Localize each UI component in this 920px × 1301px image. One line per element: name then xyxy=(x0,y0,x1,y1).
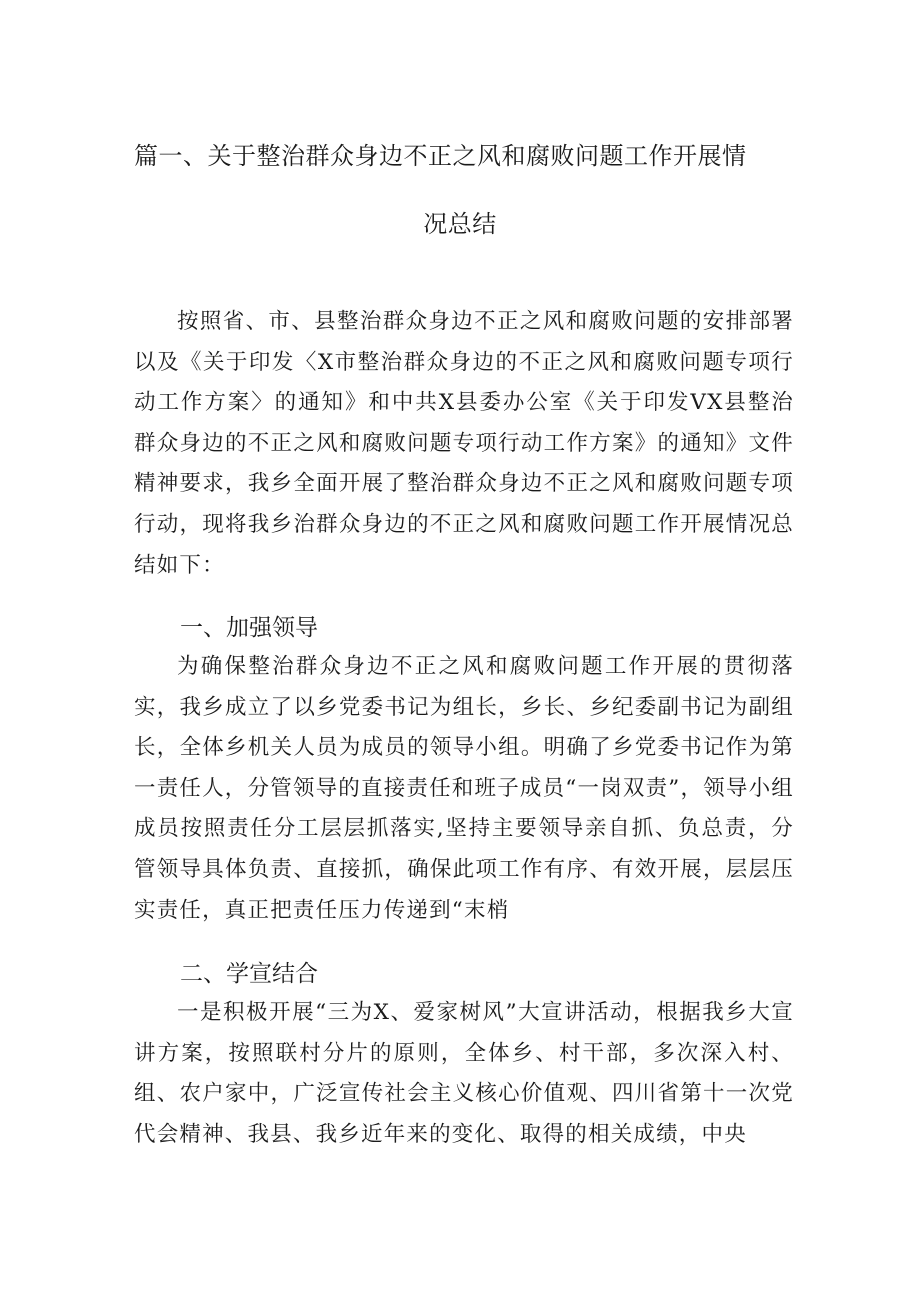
document-title-line-2: 况总结 xyxy=(423,210,497,238)
section-1-paragraph: 为确保整治群众身边不正之风和腐败问题工作开展的贯彻落实，我乡成立了以乡党委书记为组长，乡长、乡纪委副书记为副组长，全体乡机关人员为成员的领导小组。明确了乡党委书记作为第一责任人，分管领导的直接责任和班子成员“一岗双责”，领导小组成员按照责任分工层层抓落实,坚持主要领导亲自抓、负总责，分管领导具体负责、直接抓，确保此项工作有序、有效开展，层层压实责任，真正把责任压力传递到“末梢 xyxy=(134,654,794,923)
section-heading-2: 二、学宣结合 xyxy=(180,961,318,987)
section-heading-1: 一、加强领导 xyxy=(180,615,318,641)
intro-paragraph: 按照省、市、县整治群众身边不正之风和腐败问题的安排部署以及《关于印发〈X市整治群众身边的不正之风和腐败问题专项行动工作方案〉的通知》和中共X县委办公室《关于印发VX县整治群众身边的不正之风和腐败问题专项行动工作方案》的通知》文件精神要求，我乡全面开展了整治群众身边不正之风和腐败问题专项行动，现将我乡治群众身边的不正之风和腐败问题工作开展情况总结如下： xyxy=(134,309,794,578)
document-title-line-1: 篇一、关于整治群众身边不正之风和腐败问题工作开展情 xyxy=(134,142,747,170)
section-2-paragraph: 一是积极开展“三为X、爱家树风”大宣讲活动，根据我乡大宣讲方案，按照联村分片的原则，全体乡、村干部，多次深入村、组、农户家中，广泛宣传社会主义核心价值观、四川省第十一次党代会精神、我县、我乡近年来的变化、取得的相关成绩，中央 xyxy=(134,1000,794,1147)
